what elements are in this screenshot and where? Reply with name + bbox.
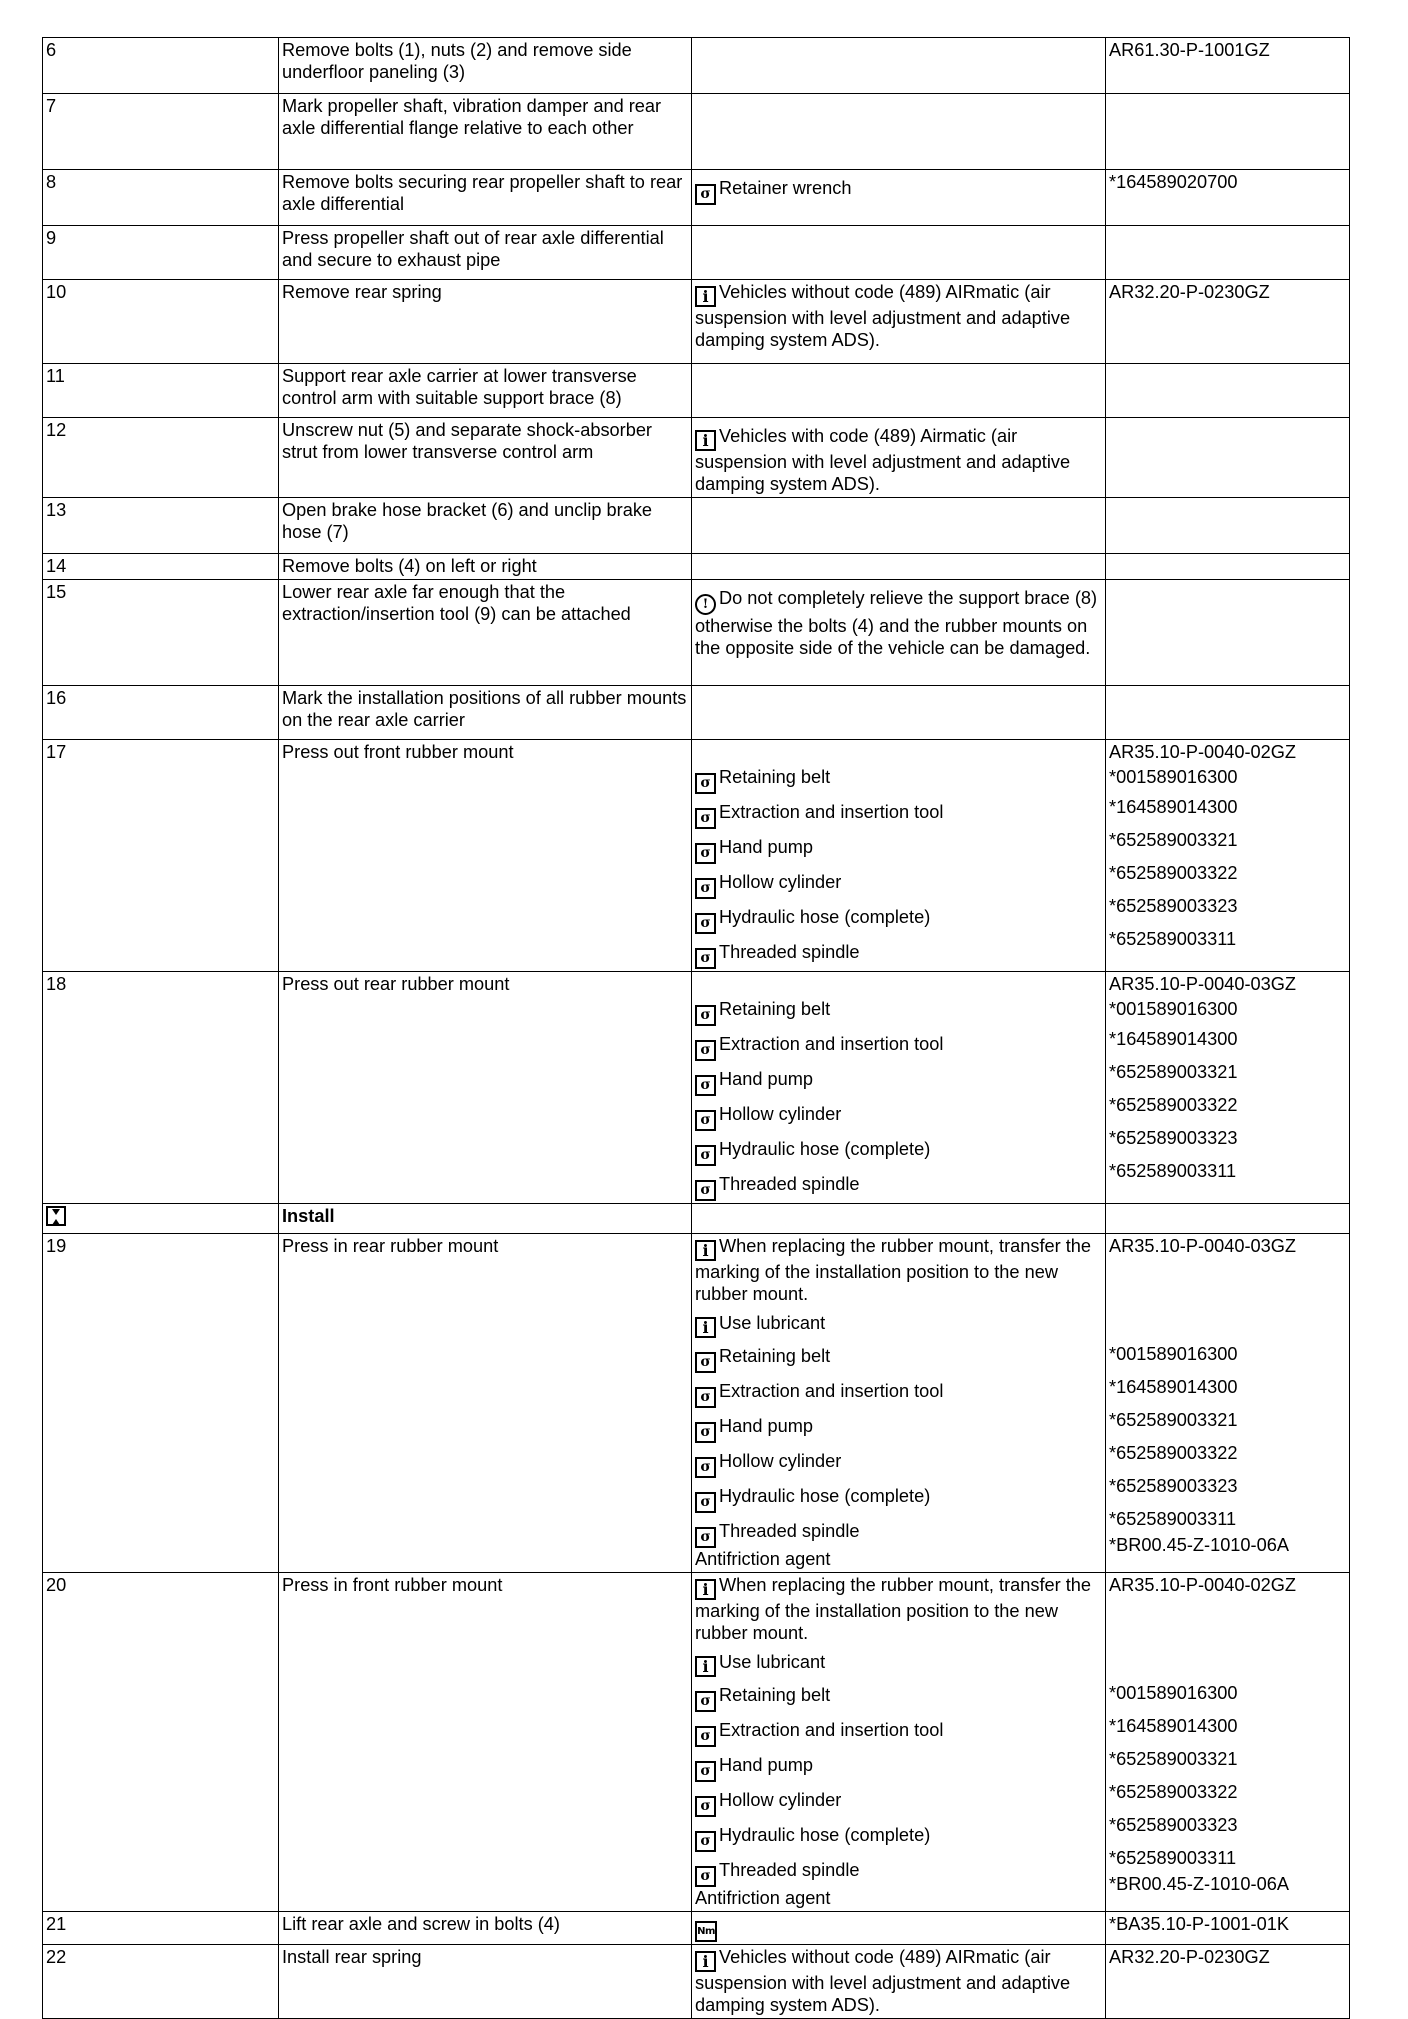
note-line (695, 1443, 1101, 1478)
reference-code: *652589003311 (1109, 1161, 1237, 1181)
reference-line (1109, 888, 1345, 921)
step-row (43, 364, 1350, 418)
note-text: Hollow cylinder (719, 1104, 842, 1124)
reference-line (1109, 1675, 1345, 1708)
step-action: Unscrew nut (5) and separate shock-absorber strut from lower transverse control arm (279, 418, 692, 498)
spacer (695, 741, 1101, 763)
info-icon: i (695, 1656, 716, 1677)
note-text: Hydraulic hose (complete) (719, 1139, 931, 1159)
reference-code: *001589016300 (1109, 1344, 1238, 1364)
reference-line (1109, 1468, 1345, 1501)
note-line (695, 1373, 1101, 1408)
reference-code: AR35.10-P-0040-02GZ (1109, 1575, 1297, 1595)
note-line (695, 1026, 1101, 1061)
reference-code: AR35.10-P-0040-02GZ (1109, 742, 1297, 762)
tool-icon: σ (695, 1527, 716, 1548)
step-row (43, 226, 1350, 280)
tool-icon: σ (695, 1457, 716, 1478)
info-icon: i (695, 430, 716, 451)
reference-line (1109, 1741, 1345, 1774)
note-line (695, 1677, 1101, 1712)
tool-icon: σ (695, 913, 716, 934)
tool-icon: σ (695, 808, 716, 829)
tool-icon: σ (695, 184, 716, 205)
note-text: Extraction and insertion tool (719, 1720, 944, 1740)
step-number: 10 (43, 280, 279, 364)
reference-line (1109, 1807, 1345, 1840)
note-text: Retaining belt (719, 999, 831, 1019)
reference-code: *652589003321 (1109, 1062, 1238, 1082)
note-line (695, 1747, 1101, 1782)
step-references (1106, 554, 1350, 580)
reference-code: *652589003321 (1109, 1410, 1238, 1430)
step-notes (692, 498, 1106, 554)
reference-code: *652589003311 (1109, 1848, 1237, 1868)
note-line (695, 1513, 1101, 1548)
step-row (43, 686, 1350, 740)
step-row (43, 1234, 1350, 1573)
step-references (1106, 1573, 1350, 1912)
reference-line (1109, 1120, 1345, 1153)
reference-code: *652589003323 (1109, 1128, 1238, 1148)
step-notes (692, 94, 1106, 170)
note-text: Antifriction agent (695, 1888, 831, 1908)
step-row (43, 94, 1350, 170)
info-icon: i (695, 286, 716, 307)
note-line (695, 1338, 1101, 1373)
reference-code: *652589003323 (1109, 1476, 1238, 1496)
reference-code (1109, 1311, 1114, 1331)
reference-line (1109, 1534, 1345, 1556)
note-text: Retaining belt (719, 767, 831, 787)
note-text: Retaining belt (719, 1346, 831, 1366)
step-number: 21 (43, 1912, 279, 1945)
tool-icon: σ (695, 1110, 716, 1131)
step-row (43, 554, 1350, 580)
note-line (695, 281, 1101, 351)
tool-icon: σ (695, 773, 716, 794)
reference-line (1109, 1774, 1345, 1807)
reference-code: *001589016300 (1109, 999, 1238, 1019)
reference-line (1109, 789, 1345, 822)
note-line (695, 794, 1101, 829)
tool-icon: σ (695, 1492, 716, 1513)
reference-code: *652589003322 (1109, 1443, 1238, 1463)
step-action: Remove bolts (1), nuts (2) and remove side underfloor paneling (3) (279, 38, 692, 94)
step-references (1106, 580, 1350, 686)
note-line (695, 1852, 1101, 1887)
step-notes (692, 1573, 1106, 1912)
note-text: Extraction and insertion tool (719, 802, 944, 822)
note-text: Hollow cylinder (719, 1451, 842, 1471)
note-text: Retainer wrench (719, 178, 852, 198)
note-line (695, 1712, 1101, 1747)
reference-code: *164589014300 (1109, 1716, 1238, 1736)
reference-line (1109, 822, 1345, 855)
note-line (695, 829, 1101, 864)
step-row (43, 580, 1350, 686)
reference-code: *001589016300 (1109, 1683, 1238, 1703)
tool-icon: σ (695, 1761, 716, 1782)
step-references (1106, 364, 1350, 418)
tool-icon: σ (695, 1866, 716, 1887)
step-notes (692, 364, 1106, 418)
reference-line (1109, 921, 1345, 954)
reference-code: *BR00.45-Z-1010-06A (1109, 1535, 1289, 1555)
step-number: 11 (43, 364, 279, 418)
note-line (695, 763, 1101, 794)
note-text: Extraction and insertion tool (719, 1381, 944, 1401)
step-references (1106, 38, 1350, 94)
empty-cell (692, 1204, 1106, 1234)
note-text: Extraction and insertion tool (719, 1034, 944, 1054)
reference-line (1109, 1642, 1345, 1675)
step-action: Open brake hose bracket (6) and unclip brake hose (7) (279, 498, 692, 554)
step-number: 17 (43, 740, 279, 972)
step-number: 14 (43, 554, 279, 580)
note-line (695, 1408, 1101, 1443)
step-number: 16 (43, 686, 279, 740)
step-action: Remove bolts securing rear propeller shaft to rear axle differential (279, 170, 692, 226)
step-row (43, 418, 1350, 498)
note-text: Threaded spindle (719, 1521, 860, 1541)
step-references (1106, 418, 1350, 498)
note-line (695, 1817, 1101, 1852)
step-references (1106, 1912, 1350, 1945)
step-action: Support rear axle carrier at lower transverse control arm with suitable support brace (8) (279, 364, 692, 418)
step-number: 9 (43, 226, 279, 280)
tool-icon: σ (695, 878, 716, 899)
tool-icon: σ (695, 1387, 716, 1408)
info-icon: i (695, 1579, 716, 1600)
step-references (1106, 1945, 1350, 2019)
step-number: 12 (43, 418, 279, 498)
tool-icon: σ (695, 1691, 716, 1712)
procedure-table (42, 37, 1350, 2019)
reference-line (1109, 1054, 1345, 1087)
step-number: 22 (43, 1945, 279, 2019)
note-line (695, 1478, 1101, 1513)
step-number: 20 (43, 1573, 279, 1912)
note-text: Do not completely relieve the support brace (8) otherwise the bolts (4) and the rubber mounts on the opposite side of the vehicle can be damaged. (695, 588, 1098, 658)
step-references (1106, 94, 1350, 170)
note-text: Hollow cylinder (719, 872, 842, 892)
step-row (43, 1573, 1350, 1912)
note-text: Hydraulic hose (complete) (719, 907, 931, 927)
reference-code: *652589003323 (1109, 1815, 1238, 1835)
note-line (695, 934, 1101, 969)
reference-line (1109, 1303, 1345, 1336)
step-notes (692, 972, 1106, 1204)
step-notes (692, 1912, 1106, 1945)
info-icon: i (695, 1317, 716, 1338)
note-text: When replacing the rubber mount, transfer the marking of the installation position to the new rubber mount. (695, 1575, 1092, 1643)
note-line (695, 1644, 1101, 1677)
note-text: Threaded spindle (719, 942, 860, 962)
step-row (43, 740, 1350, 972)
note-line (695, 1887, 1101, 1909)
reference-code: *164589014300 (1109, 1029, 1238, 1049)
step-references (1106, 972, 1350, 1204)
step-action: Press out front rubber mount (279, 740, 692, 972)
info-icon: i (695, 1240, 716, 1261)
step-number: 15 (43, 580, 279, 686)
note-line (695, 1548, 1101, 1570)
reference-code: AR32.20-P-0230GZ (1109, 1947, 1270, 1967)
step-references (1106, 1234, 1350, 1573)
reference-code: *652589003321 (1109, 1749, 1238, 1769)
reference-code: *164589014300 (1109, 797, 1238, 817)
note-text: Hydraulic hose (complete) (719, 1825, 931, 1845)
step-row (43, 280, 1350, 364)
step-action: Remove rear spring (279, 280, 692, 364)
note-line (695, 1782, 1101, 1817)
reference-line (1109, 1574, 1345, 1642)
step-action: Mark the installation positions of all rubber mounts on the rear axle carrier (279, 686, 692, 740)
install-icon (46, 1206, 66, 1226)
step-row (43, 498, 1350, 554)
tool-icon: σ (695, 1796, 716, 1817)
note-line (695, 581, 1101, 659)
tool-icon: σ (695, 1075, 716, 1096)
note-line (695, 1235, 1101, 1305)
note-text: Threaded spindle (719, 1860, 860, 1880)
tool-icon: σ (695, 1005, 716, 1026)
step-notes (692, 1234, 1106, 1573)
step-number: 7 (43, 94, 279, 170)
note-text: Hand pump (719, 1416, 814, 1436)
step-action: Press out rear rubber mount (279, 972, 692, 1204)
step-notes (692, 686, 1106, 740)
note-line (695, 864, 1101, 899)
reference-line (1109, 1087, 1345, 1120)
step-action: Press propeller shaft out of rear axle differential and secure to exhaust pipe (279, 226, 692, 280)
step-references (1106, 170, 1350, 226)
step-row (43, 38, 1350, 94)
install-icon-cell (43, 1204, 279, 1234)
tool-icon: σ (695, 1145, 716, 1166)
note-line (695, 1574, 1101, 1644)
note-line (695, 1096, 1101, 1131)
reference-line (1109, 1873, 1345, 1895)
note-line (695, 419, 1101, 495)
step-number: 18 (43, 972, 279, 1204)
step-action: Remove bolts (4) on left or right (279, 554, 692, 580)
reference-code: AR35.10-P-0040-03GZ (1109, 1236, 1297, 1256)
reference-code: *BA35.10-P-1001-01K (1109, 1914, 1289, 1934)
step-action: Lower rear axle far enough that the extraction/insertion tool (9) can be attached (279, 580, 692, 686)
reference-line (1109, 855, 1345, 888)
step-references (1106, 686, 1350, 740)
note-text: Retaining belt (719, 1685, 831, 1705)
procedure-table-body (43, 38, 1350, 2019)
step-notes (692, 280, 1106, 364)
reference-code: *164589020700 (1109, 172, 1238, 192)
reference-line (1109, 763, 1345, 789)
step-references (1106, 280, 1350, 364)
tool-icon: σ (695, 1040, 716, 1061)
note-text: Vehicles without code (489) AIRmatic (air suspension with level adjustment and adaptive damping system ADS). (695, 1947, 1071, 2015)
tool-icon: σ (695, 1726, 716, 1747)
step-action: Mark propeller shaft, vibration damper and rear axle differential flange relative to each other (279, 94, 692, 170)
reference-code: *652589003311 (1109, 1509, 1237, 1529)
note-text: Use lubricant (719, 1652, 826, 1672)
reference-code: *164589014300 (1109, 1377, 1238, 1397)
step-references (1106, 498, 1350, 554)
note-text: Threaded spindle (719, 1174, 860, 1194)
note-text: Hand pump (719, 1755, 814, 1775)
note-line (695, 1305, 1101, 1338)
note-line (695, 1946, 1101, 2016)
reference-code (1109, 1650, 1114, 1670)
reference-code: *652589003323 (1109, 896, 1238, 916)
reference-code: AR32.20-P-0230GZ (1109, 282, 1270, 302)
reference-line (1109, 1840, 1345, 1873)
reference-code: *652589003322 (1109, 863, 1238, 883)
warning-icon: ! (695, 594, 716, 615)
reference-code: AR61.30-P-1001GZ (1109, 40, 1270, 60)
reference-line (1109, 1402, 1345, 1435)
reference-line (1109, 1021, 1345, 1054)
step-notes (692, 418, 1106, 498)
step-notes (692, 580, 1106, 686)
note-text: When replacing the rubber mount, transfer the marking of the installation position to the new rubber mount. (695, 1236, 1092, 1304)
tool-icon: σ (695, 1422, 716, 1443)
reference-code: *652589003321 (1109, 830, 1238, 850)
install-section-row (43, 1204, 1350, 1234)
spacer (695, 973, 1101, 995)
step-action: Lift rear axle and screw in bolts (4) (279, 1912, 692, 1945)
step-action: Install rear spring (279, 1945, 692, 2019)
note-text: Vehicles without code (489) AIRmatic (air suspension with level adjustment and adaptive damping system ADS). (695, 282, 1071, 350)
note-line (695, 1131, 1101, 1166)
reference-code: *652589003322 (1109, 1782, 1238, 1802)
step-notes (692, 170, 1106, 226)
step-notes (692, 38, 1106, 94)
note-text: Hand pump (719, 837, 814, 857)
install-heading: Install (279, 1204, 692, 1234)
info-icon: i (695, 1951, 716, 1972)
reference-line (1109, 1501, 1345, 1534)
tool-icon: σ (695, 843, 716, 864)
step-number: 8 (43, 170, 279, 226)
tool-icon: σ (695, 948, 716, 969)
tool-icon: σ (695, 1180, 716, 1201)
step-number: 6 (43, 38, 279, 94)
step-row (43, 1912, 1350, 1945)
step-row (43, 1945, 1350, 2019)
note-text: Vehicles with code (489) Airmatic (air suspension with level adjustment and adaptive damping system ADS). (695, 426, 1071, 494)
reference-line (1109, 1369, 1345, 1402)
reference-line (1109, 995, 1345, 1021)
reference-line (1109, 1336, 1345, 1369)
note-text: Hand pump (719, 1069, 814, 1089)
note-text: Hydraulic hose (complete) (719, 1486, 931, 1506)
note-line (695, 995, 1101, 1026)
reference-code: *652589003311 (1109, 929, 1237, 949)
step-number: 19 (43, 1234, 279, 1573)
empty-cell (1106, 1204, 1350, 1234)
step-action: Press in rear rubber mount (279, 1234, 692, 1573)
reference-line (1109, 1435, 1345, 1468)
reference-line (1109, 1153, 1345, 1186)
step-notes (692, 554, 1106, 580)
tool-icon: σ (695, 1352, 716, 1373)
note-line (695, 1166, 1101, 1201)
step-action: Press in front rubber mount (279, 1573, 692, 1912)
step-row (43, 972, 1350, 1204)
step-notes (692, 226, 1106, 280)
step-references (1106, 226, 1350, 280)
note-line (695, 1061, 1101, 1096)
note-line (695, 1913, 1101, 1942)
reference-code: *BR00.45-Z-1010-06A (1109, 1874, 1289, 1894)
reference-code: *652589003322 (1109, 1095, 1238, 1115)
step-notes (692, 1945, 1106, 2019)
step-references (1106, 740, 1350, 972)
step-number: 13 (43, 498, 279, 554)
note-line (695, 171, 1101, 205)
step-row (43, 170, 1350, 226)
note-line (695, 899, 1101, 934)
reference-code: AR35.10-P-0040-03GZ (1109, 974, 1297, 994)
torque-icon: Nm (695, 1921, 717, 1942)
reference-line (1109, 1235, 1345, 1303)
reference-line (1109, 1708, 1345, 1741)
tool-icon: σ (695, 1831, 716, 1852)
step-notes (692, 740, 1106, 972)
note-text: Antifriction agent (695, 1549, 831, 1569)
reference-code: *001589016300 (1109, 767, 1238, 787)
note-text: Hollow cylinder (719, 1790, 842, 1810)
note-text: Use lubricant (719, 1313, 826, 1333)
